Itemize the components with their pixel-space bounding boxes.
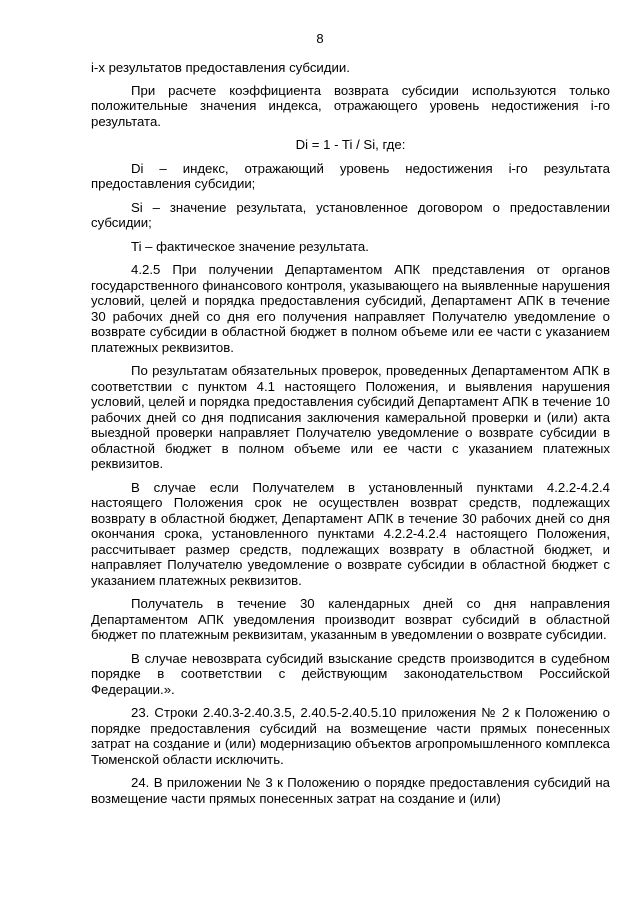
page-number: 8 — [316, 31, 324, 46]
paragraph-item-23: 23. Строки 2.40.3-2.40.3.5, 2.40.5-2.40.5.10 приложения № 2 к Положению о порядке предоставления субсидий на возмещение части прямых понесенных затрат на создание и (или) модернизацию объектов агропромышленного комплекса Тюменской области исключить. — [91, 705, 610, 767]
paragraph-recipient-return: Получатель в течение 30 календарных дней со дня направления Департаментом АПК уведомления производит возврат субсидий в областной бюджет по платежным реквизитам, указанным в уведомлении о возврате субсидии. — [91, 596, 610, 642]
paragraph-inspection-results: По результатам обязательных проверок, проведенных Департаментом АПК в соответствии с пунктом 4.1 настоящего Положения, и выявления нарушения условий, целей и порядка предоставления субсидий Департамент АПК в течение 10 рабочих дней со дня подписания заключения камеральной проверки и (или) акта выездной проверки направляет Получателю уведомление о возврате субсидии в областной бюджет в полном объеме или ее части с указанием платежных реквизитов. — [91, 363, 610, 471]
paragraph-continuation: i-х результатов предоставления субсидии. — [91, 60, 350, 75]
formula-line: Di = 1 - Ti / Si, где: — [295, 137, 406, 152]
paragraph-nonreturn-calculation: В случае если Получателем в установленный пунктами 4.2.2-4.2.4 настоящего Положения срок не осуществлен возврат средств, подлежащих возврату в областной бюджет, Департамент АПК в течение 30 рабочих дней со дня окончания срока, установленного пунктами 4.2.2-4.2.4 настоящего Положения, рассчитывает размер средств, подлежащих возврату в областной бюджет, и направляет Получателю уведомление о возврате субсидии в областной бюджет с указанием платежных реквизитов. — [91, 479, 610, 588]
paragraph-definition-si: Si – значение результата, установленное договором о предоставлении субсидии; — [91, 199, 610, 230]
paragraph-4-2-5: 4.2.5 При получении Департаментом АПК представления от органов государственного финансового контроля, указывающего на выявленные нарушения условий, целей и порядка предоставления субсидий, Департамент АПК в течение 30 рабочих дней со дня его получения направляет Получателю уведомление о возврате субсидии в областной бюджет в полном объеме или ее части с указанием платежных реквизитов. — [91, 262, 610, 355]
paragraph-definition-di: Di – индекс, отражающий уровень недостижения i-го результата предоставления субсидии; — [91, 160, 610, 191]
paragraph-court-recovery: В случае невозврата субсидий взыскание средств производится в судебном порядке в соответствии с действующим законодательством Российской Федерации.». — [91, 650, 610, 697]
paragraph-item-24: 24. В приложении № 3 к Положению о порядке предоставления субсидий на возмещение части прямых понесенных затрат на создание и (или) — [91, 775, 610, 806]
paragraph-definition-ti: Ti – фактическое значение результата. — [131, 238, 369, 254]
paragraph-index-positive-values: При расчете коэффициента возврата субсидии используются только положительные значения индекса, отражающего уровень недостижения i-го результата. — [91, 82, 610, 129]
document-body — [91, 60, 610, 806]
